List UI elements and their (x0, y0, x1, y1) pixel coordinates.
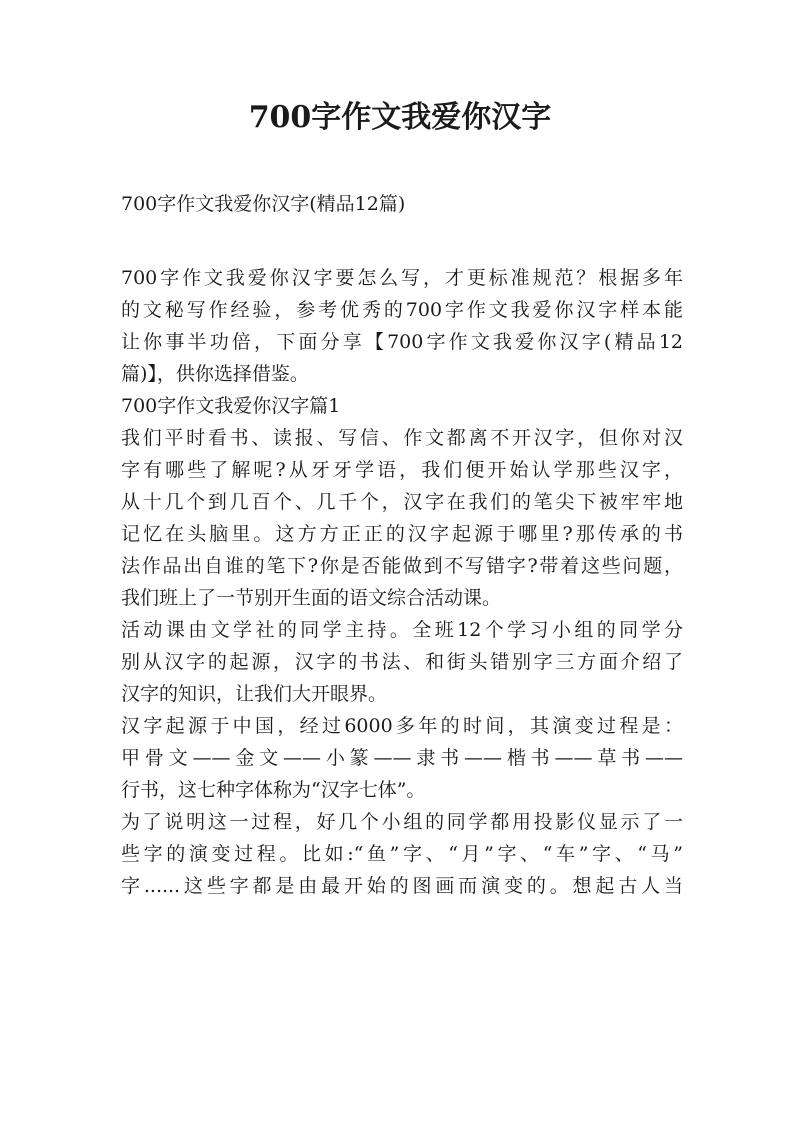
document-title: 700字作文我爱你汉字 (248, 100, 552, 135)
body-line: 从十几个到几百个、几千个，汉字在我们的笔尖下被牢牢地 (121, 491, 683, 513)
body-line: 700字作文我爱你汉字要怎么写，才更标准规范？根据多年 (121, 267, 683, 289)
body-line: 活动课由文学社的同学主持。全班12个学习小组的同学分 (121, 619, 683, 641)
body-line: 汉字的知识，让我们大开眼界。 (121, 683, 388, 705)
body-line: 我们班上了一节别开生面的语文综合活动课。 (121, 587, 502, 609)
body-line: 行书，这七种字体称为“汉字七体”。 (121, 779, 426, 801)
document-body (121, 262, 683, 902)
section-heading: 700字作文我爱你汉字篇1 (121, 395, 341, 417)
body-line: 些字的演变过程。比如:“鱼”字、“月”字、“车”字、“马” (121, 843, 683, 865)
body-line: 让你事半功倍，下面分享【700字作文我爱你汉字(精品12 (121, 331, 683, 353)
document-subtitle: 700字作文我爱你汉字(精品12篇) (121, 193, 406, 215)
body-line: 我们平时看书、读报、写信、作文都离不开汉字，但你对汉 (121, 427, 683, 449)
body-line: 别从汉字的起源，汉字的书法、和街头错别字三方面介绍了 (121, 651, 683, 673)
body-line: 字......这些字都是由最开始的图画而演变的。想起古人当 (121, 875, 683, 897)
body-line: 为了说明这一过程，好几个小组的同学都用投影仪显示了一 (121, 811, 683, 833)
body-line: 甲骨文——金文——小篆——隶书——楷书——草书—— (121, 747, 683, 769)
body-line: 字有哪些了解呢?从牙牙学语，我们便开始认学那些汉字， (121, 459, 683, 481)
body-line: 法作品出自谁的笔下?你是否能做到不写错字?带着这些问题， (121, 555, 683, 577)
body-line: 的文秘写作经验，参考优秀的700字作文我爱你汉字样本能 (121, 299, 683, 321)
body-line: 记忆在头脑里。这方方正正的汉字起源于哪里?那传承的书 (121, 523, 683, 545)
body-line: 汉字起源于中国，经过6000多年的时间，其演变过程是： (121, 715, 683, 737)
body-line: 篇)】，供你选择借鉴。 (121, 363, 309, 385)
